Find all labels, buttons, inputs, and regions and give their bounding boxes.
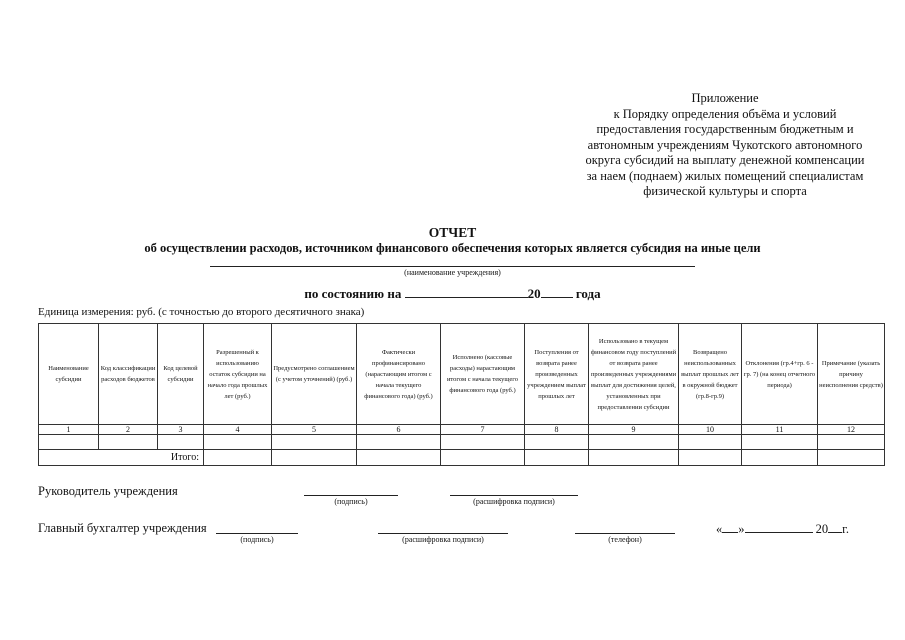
report-subtitle: об осуществлении расходов, источником финансового обеспечения которых является субсидия на иные цели xyxy=(144,241,761,255)
institution-name-field[interactable] xyxy=(210,266,695,267)
column-header: Разрешенный к использованию остаток субсидии на начало года прошлых лет (руб.) xyxy=(204,324,272,425)
head-decode-caption: (расшифровка подписи) xyxy=(473,497,555,506)
column-number: 11 xyxy=(742,425,818,435)
column-header: Исполнено (кассовые расходы) нарастающим итогом с начала текущего финансового года (руб.) xyxy=(441,324,525,425)
column-header: Код целевой субсидии xyxy=(158,324,204,425)
date-year-field[interactable] xyxy=(828,521,842,533)
column-header: Предусмотрено соглашением (с учетом уточнений) (руб.) xyxy=(272,324,357,425)
date-month-field[interactable] xyxy=(745,521,813,533)
date-20: 20 xyxy=(815,522,829,536)
column-header: Отклонения (гр.4+гр. 6 - гр. 7) (на конец отчетного периода) xyxy=(742,324,818,425)
column-number: 8 xyxy=(525,425,589,435)
as-of-prefix: по состоянию на xyxy=(304,286,402,301)
accountant-decode-caption: (расшифровка подписи) xyxy=(402,535,484,544)
column-number: 12 xyxy=(818,425,885,435)
column-header: Поступления от возврата ранее произведенных учреждением выплат прошлых лет xyxy=(525,324,589,425)
table-cell[interactable] xyxy=(525,435,589,450)
table-cell[interactable] xyxy=(589,435,679,450)
column-header: Возвращено неиспользованных выплат прошлых лет в окружной бюджет (гр.8-гр.9) xyxy=(679,324,742,425)
total-label: Итого: xyxy=(39,450,204,466)
table-number-row xyxy=(39,425,885,435)
column-number: 1 xyxy=(39,425,99,435)
as-of-line xyxy=(0,285,905,302)
institution-caption: (наименование учреждения) xyxy=(404,268,501,277)
as-of-year-field[interactable] xyxy=(541,285,573,298)
table-total-row xyxy=(39,450,885,466)
column-number: 7 xyxy=(441,425,525,435)
table-cell[interactable] xyxy=(272,435,357,450)
annex-line: автономным учреждениям Чукотского автономного xyxy=(587,137,863,152)
column-number: 10 xyxy=(679,425,742,435)
as-of-suffix: года xyxy=(575,286,601,301)
table-cell[interactable] xyxy=(818,435,885,450)
table-cell[interactable] xyxy=(204,450,272,466)
table-cell[interactable] xyxy=(525,450,589,466)
column-number: 9 xyxy=(589,425,679,435)
table-cell[interactable] xyxy=(441,435,525,450)
date-suffix: г. xyxy=(842,522,849,536)
annex-line: предоставления государственным бюджетным и xyxy=(596,122,854,136)
table-cell[interactable] xyxy=(441,450,525,466)
table-cell[interactable] xyxy=(357,450,441,466)
table-cell[interactable] xyxy=(742,450,818,466)
head-signature-field[interactable] xyxy=(304,495,398,496)
table-cell[interactable] xyxy=(39,435,99,450)
table-header-row xyxy=(39,324,885,425)
column-header: Использовано в текущем финансовом году поступлений от возврата ранее произведенных учреждениями выплат для достижения целей, установленных при предоставлении субсидии xyxy=(589,324,679,425)
column-number: 4 xyxy=(204,425,272,435)
table-cell[interactable] xyxy=(272,450,357,466)
column-header: Наименование субсидии xyxy=(39,324,99,425)
table-row xyxy=(39,435,885,450)
column-number: 2 xyxy=(99,425,158,435)
phone-field[interactable] xyxy=(575,533,675,534)
accountant-decode-field[interactable] xyxy=(378,533,508,534)
column-number: 5 xyxy=(272,425,357,435)
date-field xyxy=(716,521,849,537)
unit-of-measure: Единица измерения: руб. (с точностью до второго десятичного знака) xyxy=(38,306,365,318)
head-signature-caption: (подпись) xyxy=(334,497,368,506)
annex-line: округа субсидий на выплату денежной компенсации xyxy=(585,153,865,167)
annex-line: физической культуры и спорта xyxy=(643,184,807,198)
table-cell[interactable] xyxy=(679,450,742,466)
phone-caption: (телефон) xyxy=(608,535,642,544)
annex-block xyxy=(560,91,890,200)
table-cell[interactable] xyxy=(204,435,272,450)
annex-line: за наем (поднаем) жилых помещений специалистам xyxy=(586,168,864,183)
accountant-label: Главный бухгалтер учреждения xyxy=(38,521,207,535)
column-header: Код классификации расходов бюджетов xyxy=(99,324,158,425)
head-decode-field[interactable] xyxy=(450,495,578,496)
as-of-20: 20 xyxy=(527,286,541,301)
report-table xyxy=(38,323,885,466)
head-label: Руководитель учреждения xyxy=(38,484,178,498)
annex-line: Приложение xyxy=(691,91,759,105)
table-cell[interactable] xyxy=(679,435,742,450)
table-cell[interactable] xyxy=(158,435,204,450)
column-header: Фактически профинансировано (нарастающим итогом с начала текущего финансового года) (руб.) xyxy=(357,324,441,425)
column-number: 6 xyxy=(357,425,441,435)
date-quote-close: » xyxy=(738,522,745,536)
accountant-signature-caption: (подпись) xyxy=(240,535,274,544)
table-cell[interactable] xyxy=(357,435,441,450)
annex-line: к Порядку определения объёма и условий xyxy=(613,106,837,121)
date-quote-open: « xyxy=(716,522,723,536)
table-cell[interactable] xyxy=(818,450,885,466)
date-day-field[interactable] xyxy=(722,521,738,533)
report-title: ОТЧЕТ xyxy=(428,225,477,240)
as-of-date-field[interactable] xyxy=(405,285,528,298)
table-cell[interactable] xyxy=(742,435,818,450)
column-number: 3 xyxy=(158,425,204,435)
table-cell[interactable] xyxy=(589,450,679,466)
accountant-signature-field[interactable] xyxy=(216,533,298,534)
table-cell[interactable] xyxy=(99,435,158,450)
column-header: Примечание (указать причину неисполнения средств) xyxy=(818,324,885,425)
